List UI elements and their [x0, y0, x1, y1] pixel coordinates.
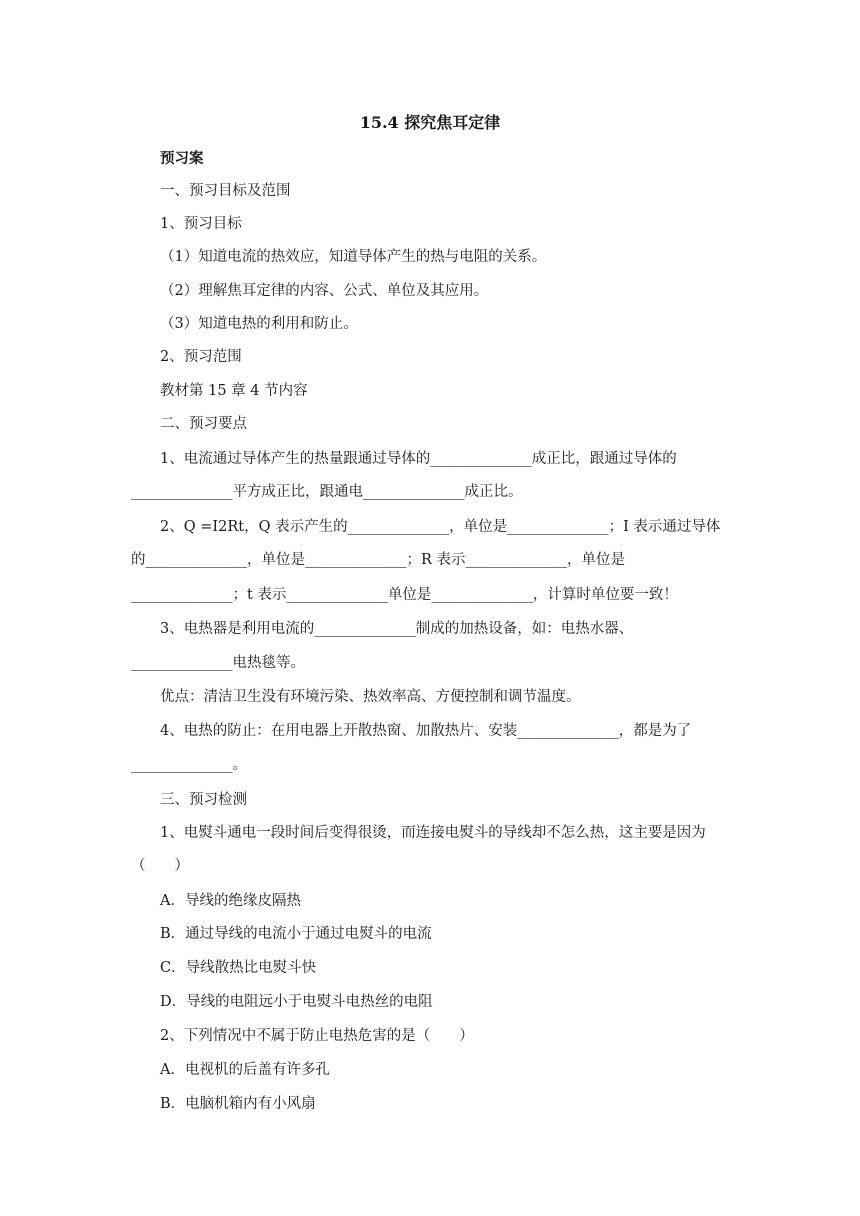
text-line: 2、Q =I2Rt，Q 表示产生的______________，单位是______________；I 表示通过导体	[160, 519, 721, 535]
answer-bracket: （ ）	[131, 858, 189, 874]
question-text: 1、电熨斗通电一段时间后变得很烫，而连接电熨斗的导线却不怎么热，这主要是因为	[160, 825, 706, 841]
text-line: 1、电流通过导体产生的热量跟通过导体的______________成正比，跟通过导体的	[160, 451, 677, 467]
text-line: 教材第 15 章 4 节内容	[160, 383, 308, 399]
text-line: （1）知道电流的热效应，知道导体产生的热与电阻的关系。	[160, 249, 547, 265]
option-text: A．导线的绝缘皮隔热	[160, 893, 301, 909]
text-line: ______________平方成正比，跟通电______________成正比。	[131, 484, 523, 500]
question-text: 2、下列情况中不属于防止电热危害的是（ ）	[160, 1028, 474, 1044]
document-title: 15.4 探究焦耳定律	[359, 113, 501, 132]
text-line: ______________。	[131, 757, 247, 773]
subsection-heading: 2、预习范围	[160, 349, 242, 365]
text-line: 的______________，单位是______________；R 表示______________，单位是	[131, 552, 626, 568]
text-line: ______________；t 表示______________单位是______________，计算时单位要一致！	[131, 587, 678, 603]
text-line: （3）知道电热的利用和防止。	[160, 316, 358, 332]
section-heading: 预习案	[160, 150, 204, 167]
option-text: B．电脑机箱内有小风扇	[160, 1096, 316, 1112]
section-heading: 三、预习检测	[160, 792, 247, 808]
text-line: 优点：清洁卫生没有环境污染、热效率高、方便控制和调节温度。	[160, 689, 581, 705]
text-line: 3、电热器是利用电流的______________制成的加热设备，如：电热水器、	[160, 621, 634, 637]
text-line: 4、电热的防止：在用电器上开散热窗、加散热片、安装______________，都是为了	[160, 723, 692, 739]
option-text: D．导线的电阻远小于电熨斗电热丝的电阻	[160, 994, 433, 1010]
text-line: （2）理解焦耳定律的内容、公式、单位及其应用。	[160, 283, 489, 299]
option-text: A．电视机的后盖有许多孔	[160, 1062, 330, 1078]
section-heading: 一、预习目标及范围	[160, 183, 291, 199]
subsection-heading: 1、预习目标	[160, 216, 242, 232]
option-text: C．导线散热比电熨斗快	[160, 960, 317, 976]
text-line: ______________电热毯等。	[131, 655, 305, 671]
option-text: B．通过导线的电流小于通过电熨斗的电流	[160, 926, 432, 942]
section-heading: 二、预习要点	[160, 416, 247, 432]
